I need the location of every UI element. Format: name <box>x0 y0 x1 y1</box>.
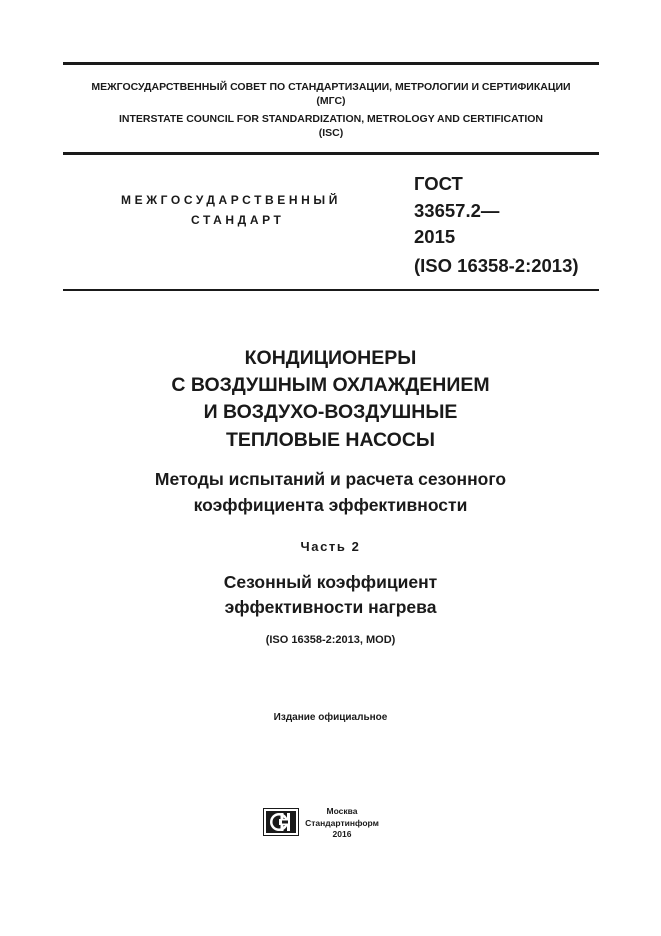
standartinform-logo-icon <box>263 808 299 836</box>
part-title-line2: эффективности нагрева <box>224 597 437 617</box>
part-label: Часть 2 <box>300 539 361 554</box>
publisher-city: Москва <box>326 806 358 816</box>
document-title-line2: С ВОЗДУШНЫМ ОХЛАЖДЕНИЕМ <box>171 374 490 396</box>
publication-year: 2016 <box>332 829 352 839</box>
iso-reference: (ISO 16358-2:2013, MOD) <box>265 634 396 646</box>
standard-type-label-line1: МЕЖГОСУДАРСТВЕННЫЙ <box>121 193 341 207</box>
publisher-name: Стандартинформ <box>305 818 379 828</box>
document-title-line3: И ВОЗДУХО-ВОЗДУШНЫЕ <box>203 401 458 423</box>
council-name-en: INTERSTATE COUNCIL FOR STANDARDIZATION, METROLOGY AND CERTIFICATION <box>118 113 544 125</box>
part-title-line1: Сезонный коэффициент <box>223 572 438 592</box>
header-divider <box>63 152 599 155</box>
document-title-line4: ТЕПЛОВЫЕ НАСОСЫ <box>226 429 435 451</box>
designation-divider <box>63 289 599 291</box>
standard-designation-line1: ГОСТ <box>414 173 463 194</box>
council-abbr-en: (ISC) <box>318 127 344 139</box>
standard-designation-line3: 2015 <box>414 226 456 247</box>
standard-designation-line4: (ISO 16358-2:2013) <box>414 255 579 276</box>
standard-designation-line2: 33657.2— <box>414 200 500 221</box>
top-divider <box>63 62 599 65</box>
council-name-ru: МЕЖГОСУДАРСТВЕННЫЙ СОВЕТ ПО СТАНДАРТИЗАЦИИ, МЕТРОЛОГИИ И СЕРТИФИКАЦИИ <box>91 81 571 93</box>
standard-type-label-line2: СТАНДАРТ <box>191 213 285 227</box>
edition-note: Издание официальное <box>273 712 388 723</box>
document-subtitle-line2: коэффициента эффективности <box>193 495 468 515</box>
document-subtitle-line1: Методы испытаний и расчета сезонного <box>154 469 507 489</box>
document-title-line1: КОНДИЦИОНЕРЫ <box>244 347 417 369</box>
council-abbr-ru: (МГС) <box>316 95 346 107</box>
